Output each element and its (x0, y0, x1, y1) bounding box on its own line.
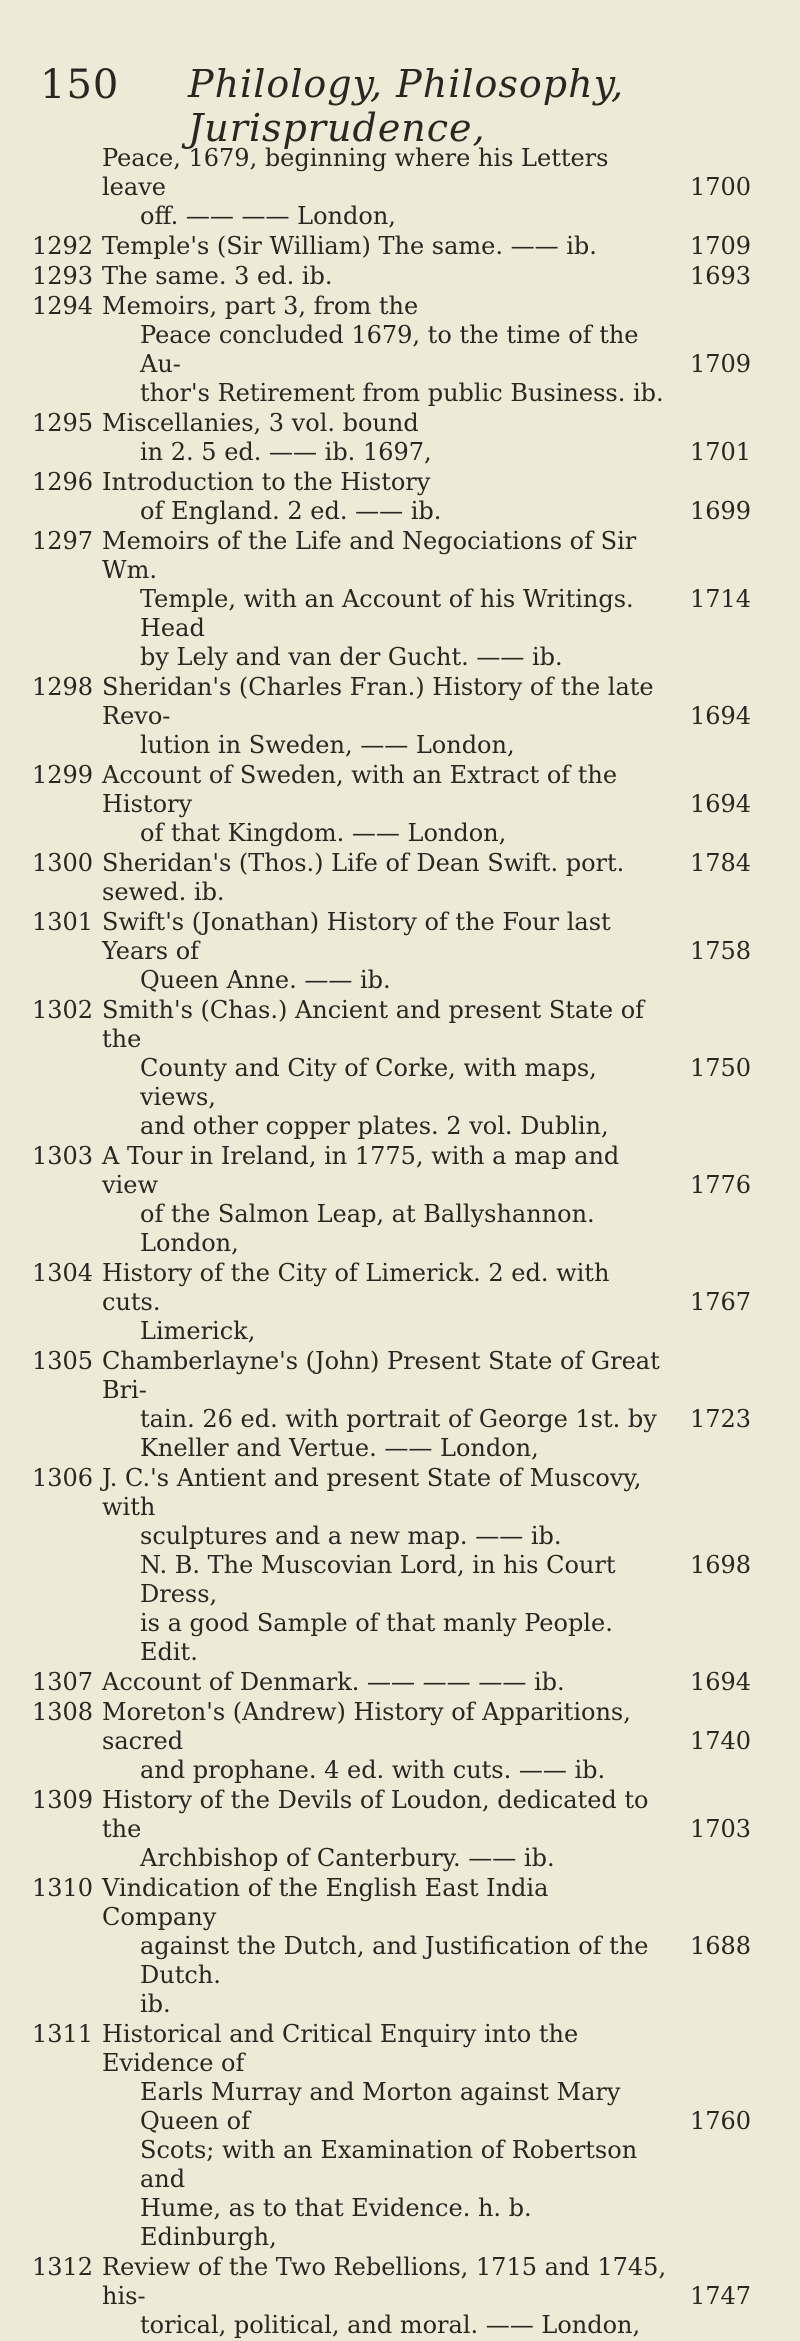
entry-line: Chamberlayne's (John) Present State of Great Bri- (102, 1347, 660, 1404)
entry-year: 1714 (690, 585, 752, 613)
entry-line: Smith's (Chas.) Ancient and present State of the (102, 996, 645, 1053)
catalogue-entries (0, 144, 800, 2341)
entry-number: 1295 (32, 409, 94, 437)
entry-line: and prophane. 4 ed. with cuts. —— ib. (140, 1756, 606, 1784)
entry-number: 1303 (32, 1142, 94, 1170)
entry-text (102, 468, 668, 526)
entry-text (102, 1874, 668, 2019)
entry-line: Swift's (Jonathan) History of the Four last Years of (102, 908, 611, 965)
entry-year: 1758 (690, 937, 752, 965)
catalogue-entry (0, 468, 800, 526)
entry-line: Temple's (Sir William) The same. —— ib. (102, 232, 597, 260)
entry-line: Account of Denmark. —— —— —— ib. (102, 1668, 565, 1696)
entry-number: 1297 (32, 527, 94, 555)
entry-line: Peace, 1679, beginning where his Letters leave (102, 144, 609, 201)
entry-text (102, 673, 668, 760)
entry-number: 1294 (32, 292, 94, 320)
entry-number: 1299 (32, 761, 94, 789)
entry-year: 1760 (690, 2107, 752, 2135)
entry-line: tain. 26 ed. with portrait of George 1st. by (140, 1405, 657, 1433)
entry-text (102, 144, 668, 231)
catalogue-entry (0, 996, 800, 1141)
entry-line: thor's Retirement from public Business. ib. (140, 379, 664, 407)
entry-year: 1694 (690, 702, 752, 730)
entry-line: lution in Sweden, —— London, (140, 731, 515, 759)
entry-number: 1302 (32, 996, 94, 1024)
page-header (40, 62, 780, 150)
catalogue-entry (0, 1698, 800, 1785)
entry-text (102, 761, 668, 848)
entry-text (102, 908, 668, 995)
entry-text (102, 1786, 668, 1873)
entry-line: Moreton's (Andrew) History of Apparitions, sacred (102, 1698, 631, 1755)
entry-line: J. C.'s Antient and present State of Muscovy, with (102, 1464, 642, 1521)
entry-line: and other copper plates. 2 vol. Dublin, (140, 1112, 609, 1140)
catalogue-entry (0, 232, 800, 261)
entry-text (102, 1668, 668, 1697)
entry-text (102, 2020, 668, 2252)
entry-year: 1784 (690, 849, 752, 877)
entry-line: Scots; with an Examination of Robertson and (140, 2136, 638, 2193)
catalogue-entry (0, 1786, 800, 1873)
entry-line: against the Dutch, and Justification of the Dutch. (140, 1932, 649, 1989)
entry-year: 1709 (690, 232, 752, 260)
entry-line: of that Kingdom. —— London, (140, 819, 507, 847)
entry-line: of the Salmon Leap, at Ballyshannon. London, (140, 1200, 595, 1257)
entry-line: Introduction to the History (102, 468, 431, 496)
entry-number: 1310 (32, 1874, 94, 1902)
entry-year: 1767 (690, 1288, 752, 1316)
entry-line: Historical and Critical Enquiry into the Evidence of (102, 2020, 579, 2077)
catalogue-entry (0, 292, 800, 408)
entry-line: in 2. 5 ed. —— ib. 1697, (140, 438, 432, 466)
entry-line: County and City of Corke, with maps, views, (140, 1054, 597, 1111)
catalogue-entry (0, 1259, 800, 1346)
entry-year: 1693 (690, 262, 752, 290)
entry-text (102, 292, 668, 408)
page-number: 150 (40, 62, 120, 108)
entry-line: Sheridan's (Charles Fran.) History of the late Revo- (102, 673, 654, 730)
entry-line: Earls Murray and Morton against Mary Queen of (140, 2078, 621, 2135)
entry-text (102, 1698, 668, 1785)
entry-year: 1700 (690, 173, 752, 201)
entry-line: History of the Devils of Loudon, dedicated to the (102, 1786, 649, 1843)
entry-text (102, 1347, 668, 1463)
entry-line: Account of Sweden, with an Extract of the History (102, 761, 618, 818)
entry-line: Memoirs of the Life and Negociations of Sir Wm. (102, 527, 637, 584)
entry-line: of England. 2 ed. —— ib. (140, 497, 442, 525)
entry-year: 1703 (690, 1815, 752, 1843)
entry-year: 1776 (690, 1171, 752, 1199)
entry-line: by Lely and van der Gucht. —— ib. (140, 643, 563, 671)
catalogue-entry (0, 2020, 800, 2252)
catalogue-entry (0, 2253, 800, 2340)
entry-number: 1306 (32, 1464, 94, 1492)
entry-number: 1300 (32, 849, 94, 877)
entry-line: N. B. The Muscovian Lord, in his Court Dress, (140, 1551, 616, 1608)
entry-text (102, 1142, 668, 1258)
entry-line: sculptures and a new map. —— ib. (140, 1522, 562, 1550)
entry-year: 1694 (690, 1668, 752, 1696)
catalogue-entry (0, 908, 800, 995)
entry-number: 1312 (32, 2253, 94, 2281)
catalogue-entry (0, 1464, 800, 1667)
entry-year: 1747 (690, 2282, 752, 2310)
entry-text (102, 1464, 668, 1667)
catalogue-entry (0, 144, 800, 231)
catalogue-entry (0, 761, 800, 848)
entry-line: Memoirs, part 3, from the (102, 292, 419, 320)
entry-text (102, 527, 668, 672)
running-title: Philology, Philosophy, Jurisprudence, (188, 62, 625, 150)
catalogue-entry (0, 527, 800, 672)
entry-year: 1750 (690, 1054, 752, 1082)
entry-year: 1698 (690, 1551, 752, 1579)
entry-number: 1292 (32, 232, 94, 260)
catalogue-entry (0, 849, 800, 907)
entry-line: off. —— —— London, (140, 202, 396, 230)
entry-text (102, 232, 668, 261)
entry-year: 1701 (690, 438, 752, 466)
entry-line: is a good Sample of that manly People. Edit. (140, 1609, 613, 1666)
entry-line: Vindication of the English East India Company (102, 1874, 549, 1931)
entry-line: Review of the Two Rebellions, 1715 and 1745, his- (102, 2253, 667, 2310)
entry-line: The same. 3 ed. ib. (102, 262, 333, 290)
entry-line: Hume, as to that Evidence. h. b. Edinburgh, (140, 2194, 532, 2251)
entry-line: Archbishop of Canterbury. —— ib. (140, 1844, 555, 1872)
catalogue-entry (0, 262, 800, 291)
catalogue-entry (0, 1142, 800, 1258)
entry-line: A Tour in Ireland, in 1775, with a map and view (102, 1142, 620, 1199)
entry-line: Miscellanies, 3 vol. bound (102, 409, 419, 437)
entry-year: 1694 (690, 790, 752, 818)
entry-year: 1709 (690, 350, 752, 378)
entry-text (102, 996, 668, 1141)
entry-line: Peace concluded 1679, to the time of the Au- (140, 321, 639, 378)
entry-text (102, 849, 668, 907)
entry-line: Queen Anne. —— ib. (140, 966, 391, 994)
entry-number: 1307 (32, 1668, 94, 1696)
catalogue-entry (0, 1668, 800, 1697)
entry-number: 1311 (32, 2020, 94, 2048)
entry-number: 1308 (32, 1698, 94, 1726)
entry-number: 1304 (32, 1259, 94, 1287)
entry-line: Temple, with an Account of his Writings. Head (140, 585, 634, 642)
catalogue-entry (0, 1347, 800, 1463)
entry-line: Sheridan's (Thos.) Life of Dean Swift. port. sewed. ib. (102, 849, 625, 906)
entry-number: 1298 (32, 673, 94, 701)
entry-text (102, 1259, 668, 1346)
entry-number: 1305 (32, 1347, 94, 1375)
entry-text (102, 409, 668, 467)
entry-number: 1309 (32, 1786, 94, 1814)
entry-year: 1688 (690, 1932, 752, 1960)
entry-line: History of the City of Limerick. 2 ed. with cuts. (102, 1259, 610, 1316)
entry-year: 1740 (690, 1727, 752, 1755)
catalogue-entry (0, 1874, 800, 2019)
entry-line: Limerick, (140, 1317, 256, 1345)
entry-year: 1723 (690, 1405, 752, 1433)
catalogue-entry (0, 409, 800, 467)
entry-line: ib. (140, 1990, 171, 2018)
entry-year: 1699 (690, 497, 752, 525)
entry-number: 1301 (32, 908, 94, 936)
entry-number: 1293 (32, 262, 94, 290)
entry-text (102, 2253, 668, 2340)
entry-line: Kneller and Vertue. —— London, (140, 1434, 539, 1462)
entry-text (102, 262, 668, 291)
entry-number: 1296 (32, 468, 94, 496)
catalogue-entry (0, 673, 800, 760)
entry-line: torical, political, and moral. —— London, (140, 2311, 641, 2339)
